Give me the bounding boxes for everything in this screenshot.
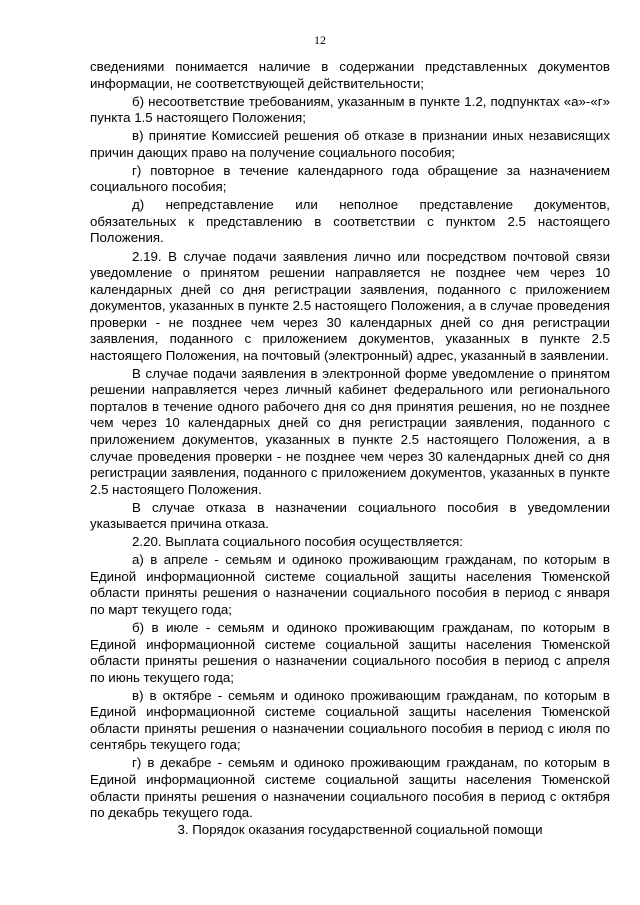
paragraph-item-d: д) непредставление или неполное представление документов, обязательных к представлению в соответствии с пунктом 2.5 настоящего Положения. (90, 197, 610, 246)
paragraph-payment-april: а) в апреле - семьям и одиноко проживающим гражданам, по которым в Единой информационной системе социальной защиты населения Тюменской области приняты решения о назначении социального пособия в период с января по март текущего года; (90, 552, 610, 617)
paragraph-refusal: В случае отказа в назначении социального пособия в уведомлении указывается причина отказа. (90, 499, 610, 532)
paragraph-2-19: 2.19. В случае подачи заявления лично или посредством почтовой связи уведомление о принятом решении направляется не позднее чем через 10 календарных дней со дня регистрации заявления, поданного с приложением документов, указанных в пункте 2.5 настоящего Положения, а в случае проведения проверки - не позднее чем через 30 календарных дней со дня регистрации заявления, поданного с приложением документов, указанных в пункте 2.5 настоящего Положения, на почтовый (электронный) адрес, указанный в заявлении. (90, 248, 610, 363)
paragraph-electronic-form: В случае подачи заявления в электронной форме уведомление о принятом решении направляется через личный кабинет федерального или регионального порталов в течение одного рабочего дня со дня принятия решения, но не позднее чем через 10 календарных дней со дня регистрации заявления, поданного с приложением документов, указанных в пункте 2.5 настоящего Положения, а в случае проведения проверки - не позднее чем через 30 календарных дней со дня регистрации заявления, поданного с приложением документов, указанных в пункте 2.5 настоящего Положения. (90, 365, 610, 497)
paragraph-payment-october: в) в октябре - семьям и одиноко проживающим гражданам, по которым в Единой информационной системе социальной защиты населения Тюменской области приняты решения о назначении социального пособия в период с июля по сентябрь текущего года; (90, 687, 610, 753)
section-heading: 3. Порядок оказания государственной социальной помощи (177, 821, 543, 837)
paragraph-payment-december: г) в декабре - семьям и одиноко проживающим гражданам, по которым в Единой информационной системе социальной защиты населения Тюменской области приняты решения о назначении социального пособия в период с октября по декабрь текущего года. (90, 755, 610, 821)
paragraph-item-v: в) принятие Комиссией решения об отказе в признании иных независящих причин дающих право на получение социального пособия; (90, 128, 610, 160)
paragraph-2-20: 2.20. Выплата социального пособия осуществляется: (132, 534, 463, 550)
paragraph-item-g: г) повторное в течение календарного года обращение за назначением социального пособия; (90, 162, 610, 195)
document-body (90, 59, 610, 838)
page-number: 12 (314, 33, 326, 47)
paragraph-payment-july: б) в июле - семьям и одиноко проживающим гражданам, по которым в Единой информационной системе социальной защиты населения Тюменской области приняты решения о назначении социального пособия в период с апреля по июнь текущего года; (90, 620, 610, 685)
paragraph-item-b: б) несоответствие требованиям, указанным в пункте 1.2, подпунктах «а»-«г» пункта 1.5 настоящего Положения; (90, 93, 610, 126)
paragraph-continuation: сведениями понимается наличие в содержании представленных документов информации, не соответствующей действительности; (90, 59, 610, 91)
